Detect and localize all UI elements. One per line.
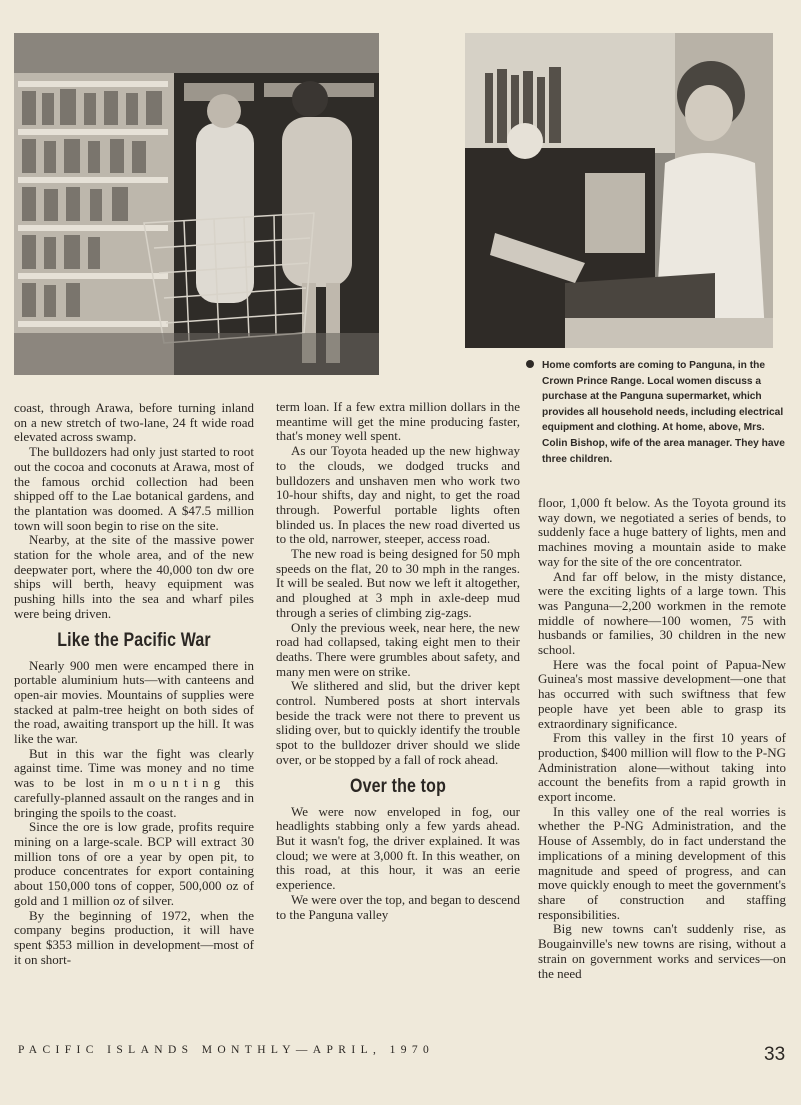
supermarket-photo (14, 33, 379, 375)
paragraph-text: But in this war the fight was clearly against time. Time was money and no time was to be lost in (14, 745, 254, 791)
paragraph: Big new towns can't suddenly rise, as Bougainville's new towns are rising, without a strain on government works and services—on the need (538, 921, 786, 981)
paragraph: In this valley one of the real worries is whether the P-NG Administration, and the House of Assembly, do in fact understand the implications of a mining development of this magnitude and speed of progress, and can move quickly enough to meet the government's share of construction and staffing responsibilities. (538, 803, 786, 922)
paragraph (14, 747, 254, 821)
paragraph: floor, 1,000 ft below. As the Toyota ground its way down, we negotiated a series of bends, to suddenly face a huge battery of lights, men and machines moving a mountain aside to make way for the site of the ore concentrator. (538, 495, 786, 569)
home-portrait-photo (465, 33, 773, 348)
paragraph: Here was the focal point of Papua-New Guinea's most massive development—one that has occurred with such swiftness that few people have yet been able to grasp its extraordinary significance. (538, 656, 786, 731)
running-footer: PACIFIC ISLANDS MONTHLY—APRIL, 1970 (18, 1044, 435, 1056)
paragraph: We were now enveloped in fog, our headlights stabbing only a few yards ahead. But it wasn't fog, the driver explained. It was cloud; we were at 3,000 ft. In this weather, on this road, at this hour, it was an eerie experience. (276, 803, 520, 893)
paragraph: Nearby, at the site of the massive power station for the whole area, and of the new deepwater port, where the 40,000 ton dw ore ships will berth, heavy equipment was pushing hills into the sea and wharf piles were being driven. (14, 532, 254, 621)
paragraph: From this valley in the first 10 years of production, $400 million will flow to the P-NG Administration alone—without taking into account the benefits from a rapid growth in export income. (538, 730, 786, 805)
paragraph: coast, through Arawa, before turning inland on a new stretch of two-lane, 24 ft wide road elevated across swamp. (14, 400, 254, 445)
paragraph: We were over the top, and began to descend to the Panguna valley (276, 891, 520, 922)
paragraph: Nearly 900 men were encamped there in portable aluminium huts—with canteens and open-air movies. Mountains of supplies were stacked at palm-tree height on both sides of the road, awaiting transport up the hill. It was like the war. (14, 657, 254, 747)
article-column-1 (14, 401, 254, 967)
caption-text: Home comforts are coming to Panguna, in the Crown Prince Range. Local women discuss a purchase at the Panguna supermarket, which provides all household needs, including electrical equipment and clothing. At home, above, Mrs. Colin Bishop, wife of the area manager. They have three children. (542, 360, 785, 465)
paragraph: As our Toyota headed up the new highway to the clouds, we dodged trucks and bulldozers and unshaven men who work two 10-hour shifts, day and night, to get the road through. Powerful portable lights often blinded us. In places the new road diverted us to the old, narrower, steeper, access road. (276, 443, 520, 547)
paragraph: Only the previous week, near here, the new road had collapsed, taking eight men to their deaths. There were grumbles about safety, and many men were on strike. (276, 619, 520, 679)
paragraph: We slithered and slid, but the driver kept control. Numbered posts at short intervals beside the track were not there to prevent us sliding over, but to quickly identify the trouble spot to the bulldozer driver should we slide over, or be stopped by a fall of rock ahead. (276, 678, 520, 767)
article-column-2 (276, 400, 520, 922)
section-heading: Like the Pacific War (57, 629, 211, 651)
paragraph: And far off below, in the misty distance, were the exciting lights of a large town. This was Panguna—2,200 workmen in the remote middle of nowhere—100 women, 75 with husbands or families, 30 children in the new school. (538, 568, 786, 658)
spaced-word: mounting (133, 775, 226, 791)
paragraph: The bulldozers had only just started to root out the cocoa and coconuts at Arawa, most of the famous orchid collection had been shipped off to the Lae botanical gardens, and the plantation was doomed. A $47.5 million town will soon begin to rise on the site. (14, 444, 254, 533)
paragraph: Since the ore is low grade, profits require mining on a large-scale. BCP will extract 30 million tons of ore a year by open pit, to produce concentrates for export containing about 150,000 tons of copper, 500,000 oz of gold and 1 million oz of silver. (14, 819, 254, 908)
bullet-icon (526, 360, 534, 368)
photo-caption (542, 358, 786, 467)
paragraph: term loan. If a few extra million dollars in the meantime will get the mine producing faster, that's money well spent. (276, 399, 520, 444)
paragraph: By the beginning of 1972, when the company begins production, it will have spent $353 million in development—most of it on short- (14, 907, 254, 967)
article-column-3 (538, 496, 786, 981)
page-number: 33 (764, 1044, 786, 1065)
section-heading: Over the top (349, 775, 447, 797)
paragraph-text: this carefully-planned assault on the ranges and in bringing the spoils to the coast. (14, 775, 254, 820)
paragraph: The new road is being designed for 50 mph speeds on the flat, 20 to 30 mph in the ranges. It will be sealed. But now we left it altogether, and ploughed at 3 mph in axle-deep mud through a series of climbing zig-zags. (276, 546, 520, 620)
